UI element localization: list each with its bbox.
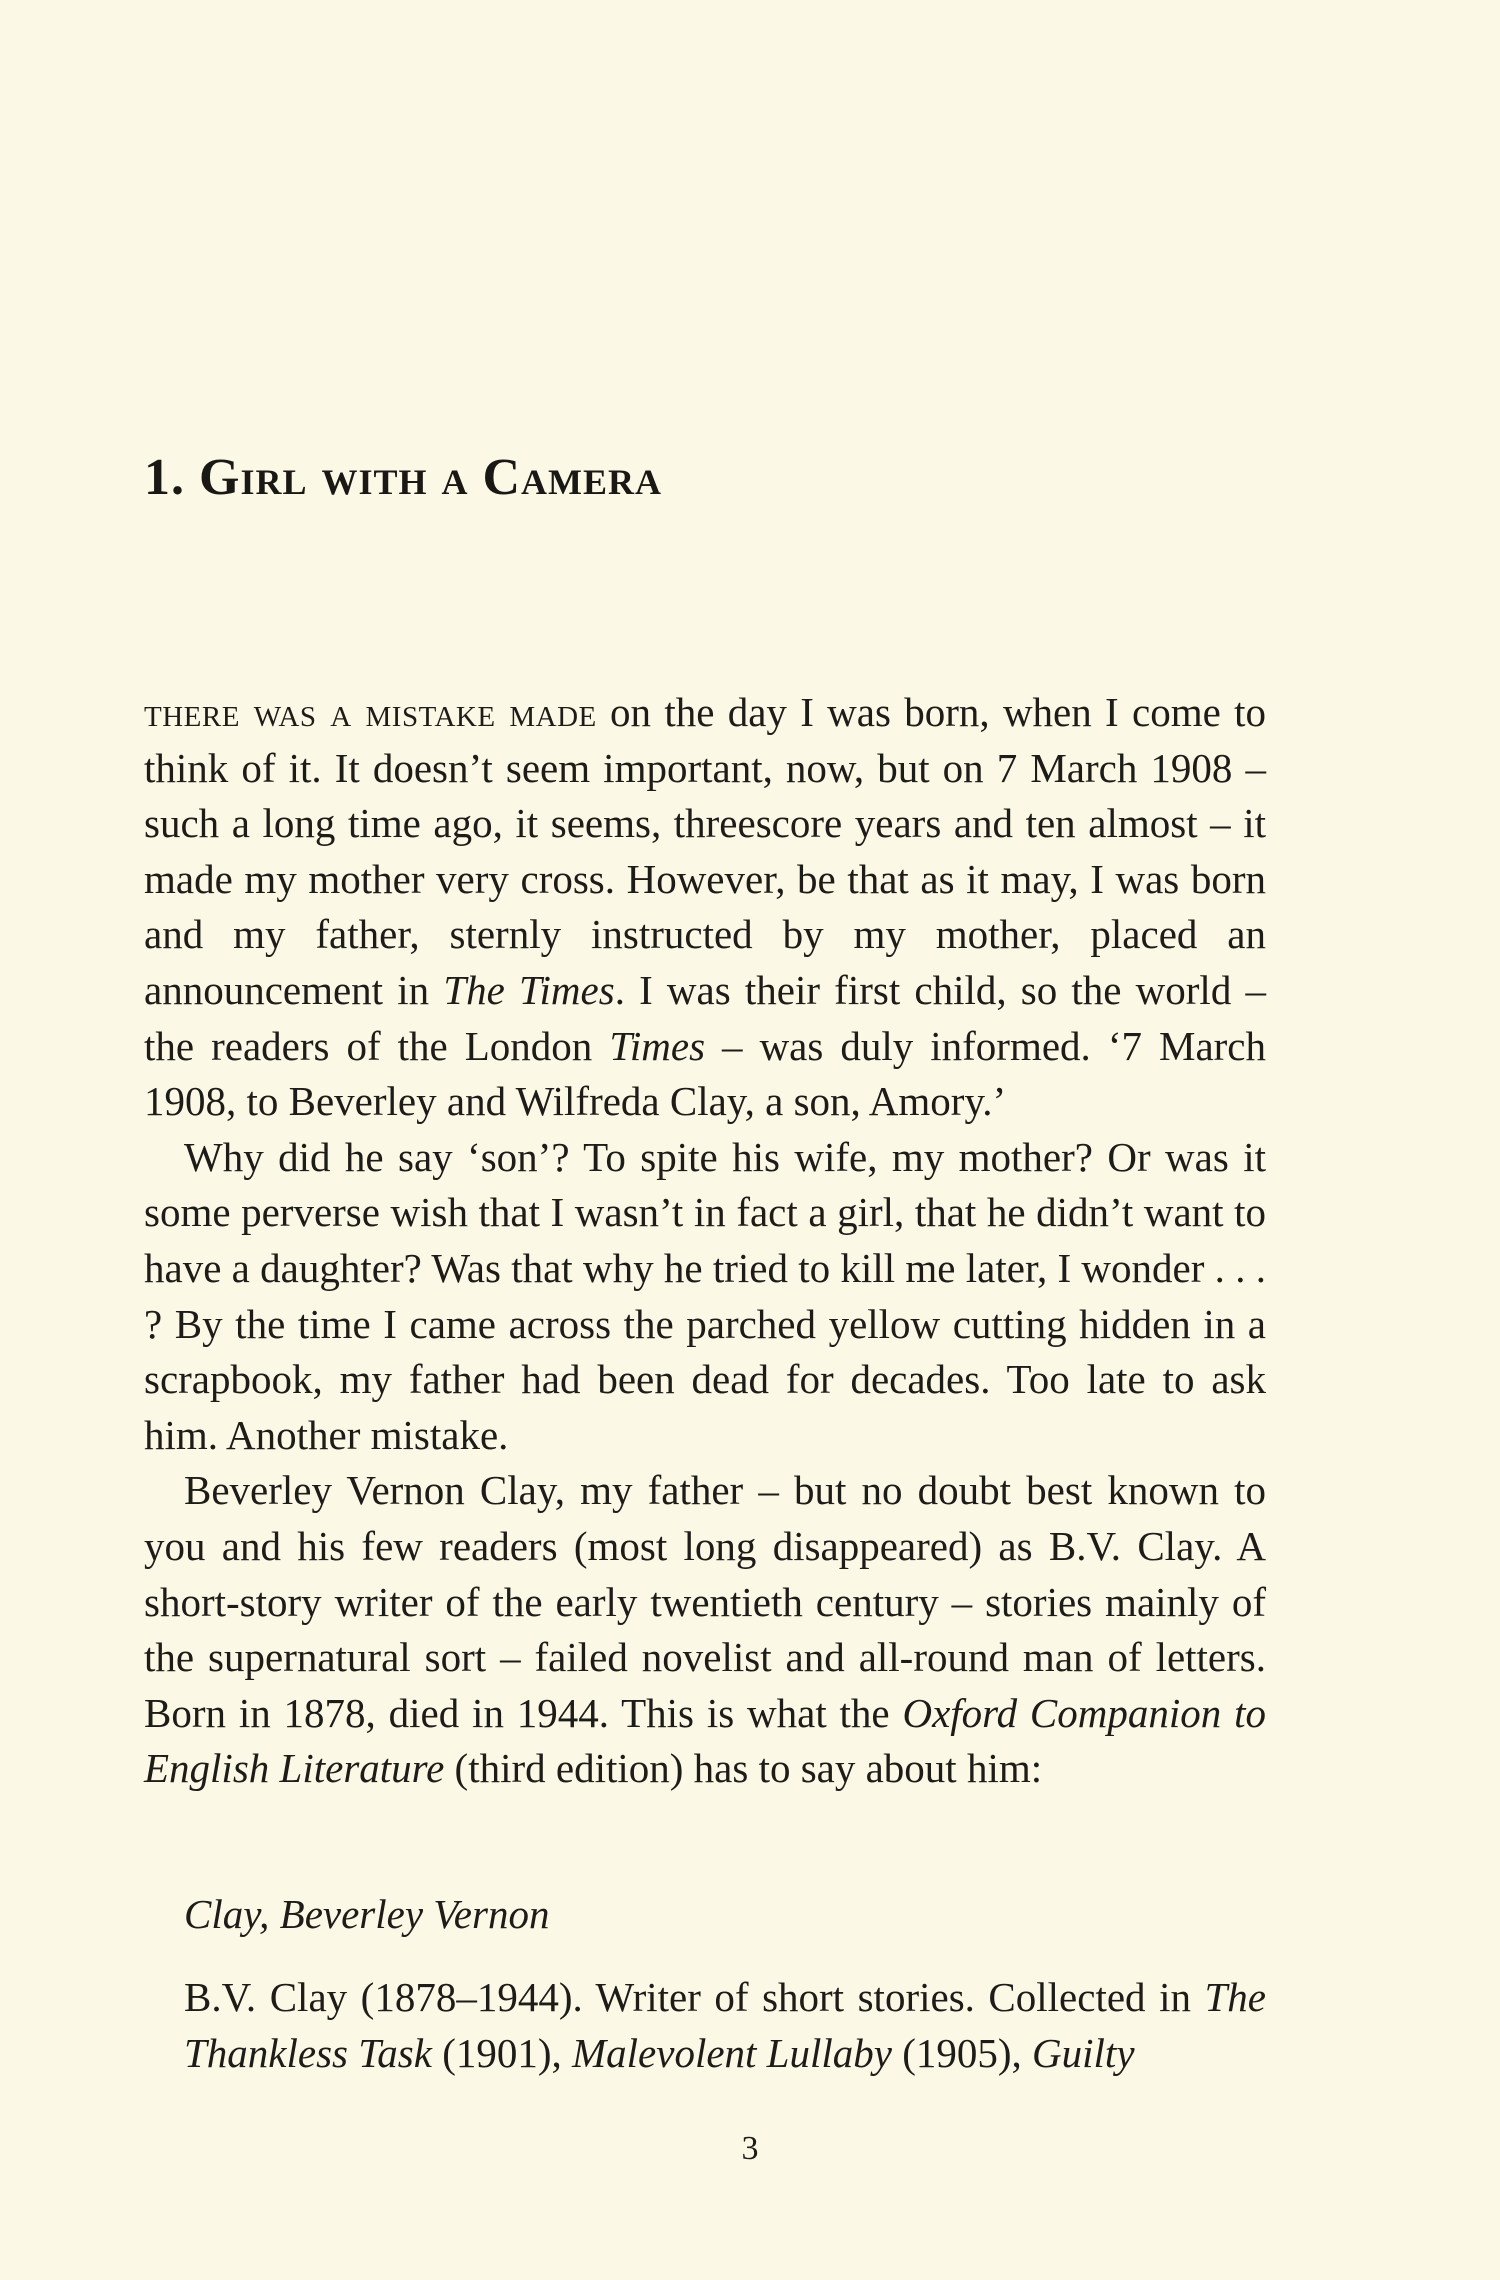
- chapter-heading: [144, 448, 662, 507]
- entry-text-c: (1905),: [891, 2029, 1033, 2076]
- paragraph-3-text-a: Beverley Vernon Clay, my father – but no doubt best known to you and his few readers (most long disappeared) as B.V. Clay. A short-story writer of the early twentieth century – stories mainly of the supernatural sort – failed novelist and all-round man of letters. Born in 1878, died in 1944. This is what the: [144, 1467, 1266, 1736]
- entry-text-b: (1901),: [431, 2029, 573, 2076]
- newspaper-title: The Times: [443, 966, 615, 1013]
- paragraph-3: [144, 1463, 1266, 1797]
- paragraph-1-text-a: on the day I was born, when I come to think of it. It doesn’t seem important, now, but on 7 March 1908 – such a long time ago, it seems, threescore years and ten almost – it made my mother very cross. However, be that as it may, I was born and my father, sternly instructed by my mother, placed an announcement in: [144, 689, 1266, 1013]
- entry-text: [144, 1970, 1266, 2081]
- paragraph-3-text-b: (third edition) has to say about him:: [444, 1745, 1043, 1792]
- paragraph-2-text: Why did he say ‘son’? To spite his wife, my mother? Or was it some perverse wish that I wasn’t in fact a girl, that he didn’t want to have a daughter? Was that why he tried to kill me later, I wonder . . . ? By the time I came across the parched yellow cutting hidden in a scrapbook, my father had been dead for decades. Too late to ask him. Another mistake.: [144, 1133, 1266, 1458]
- reference-work-title: Oxford Companion to English Literature: [144, 1689, 1266, 1792]
- chapter-title: Girl with a Camera: [199, 449, 663, 506]
- paragraph-1-text-c: – was duly informed. ‘7 March 1908, to Beverley and Wilfreda Clay, a son, Amory.’: [144, 1022, 1266, 1125]
- book-title-3: Guilty: [1032, 2029, 1135, 2076]
- entry-text-a: B.V. Clay (1878–1944). Writer of short stories. Collected in: [184, 1974, 1205, 2020]
- body-text: [144, 685, 1266, 1797]
- chapter-number: 1.: [144, 449, 185, 506]
- newspaper-title-short: Times: [609, 1022, 706, 1069]
- paragraph-2: [144, 1130, 1266, 1464]
- book-title-2: Malevolent Lullaby: [572, 2029, 892, 2076]
- paragraph-1: [144, 685, 1266, 1130]
- quoted-entry: [144, 1887, 1266, 1943]
- book-title-1: The Thankless Task: [184, 1974, 1266, 2076]
- quoted-entry-body: [144, 1970, 1266, 2081]
- page-number: 3: [741, 2130, 759, 2167]
- paragraph-1-text-b: . I was their first child, so the world – the readers of the London: [144, 966, 1266, 1069]
- opening-words: there was a mistake made: [144, 689, 597, 735]
- entry-heading: Clay, Beverley Vernon: [184, 1891, 550, 1937]
